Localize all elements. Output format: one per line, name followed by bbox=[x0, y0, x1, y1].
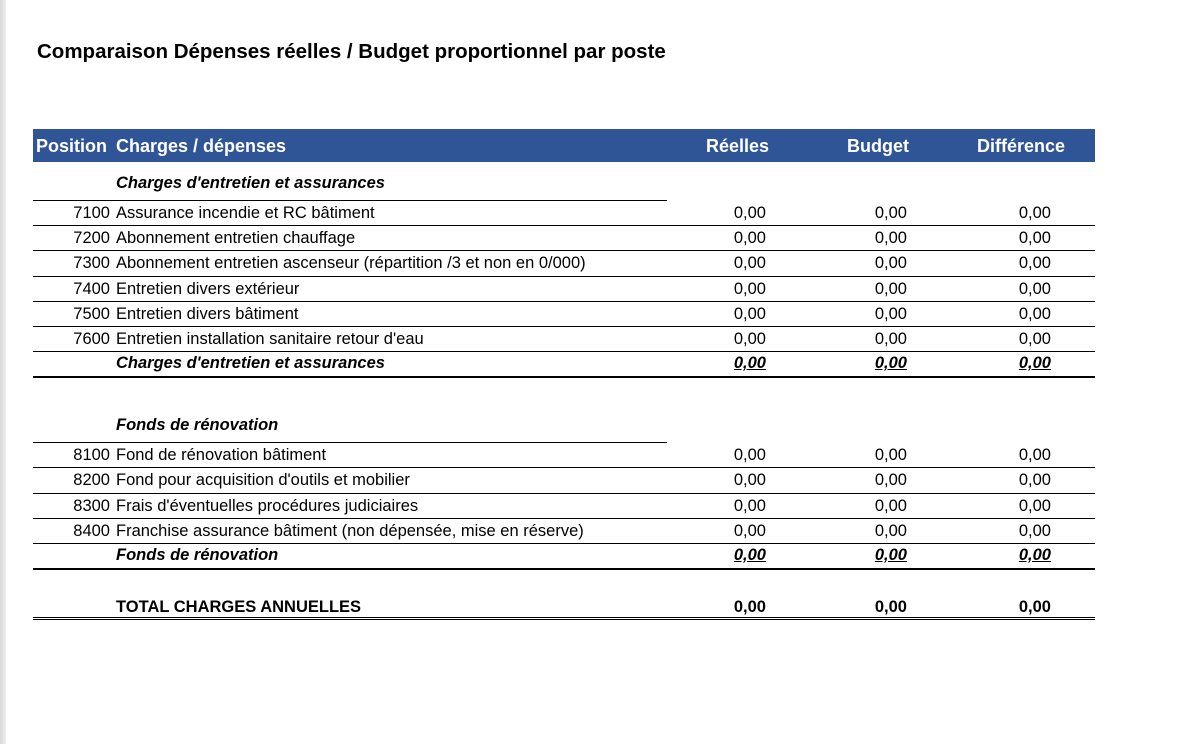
row-code: 7300 bbox=[73, 254, 110, 273]
row-code: 8300 bbox=[73, 496, 110, 515]
row-difference: 0,00 bbox=[1018, 254, 1051, 273]
header-budget: Budget bbox=[847, 136, 909, 156]
row-label: Entretien divers bâtiment bbox=[116, 304, 299, 323]
row-difference: 0,00 bbox=[1018, 521, 1051, 540]
row-reelles: 0,00 bbox=[733, 254, 766, 273]
subtotal-label: Fonds de rénovation bbox=[116, 545, 279, 564]
row-label: Franchise assurance bâtiment (non dépensée, mise en réserve) bbox=[116, 521, 584, 540]
budget-table bbox=[33, 129, 1095, 620]
row-budget: 0,00 bbox=[874, 304, 907, 323]
table-row bbox=[33, 443, 1095, 468]
row-budget: 0,00 bbox=[874, 521, 907, 540]
header-reelles: Réelles bbox=[706, 136, 770, 156]
row-label: Abonnement entretien ascenseur (répartition /3 et non en 0/000) bbox=[116, 254, 586, 273]
table-row bbox=[33, 201, 1095, 226]
subtotal-reelles: 0,00 bbox=[733, 545, 766, 564]
row-reelles: 0,00 bbox=[733, 471, 766, 490]
row-reelles: 0,00 bbox=[733, 496, 766, 515]
row-difference: 0,00 bbox=[1018, 329, 1051, 348]
page-title: Comparaison Dépenses réelles / Budget proportionnel par poste bbox=[37, 40, 666, 63]
total-difference: 0,00 bbox=[1018, 597, 1051, 616]
row-difference: 0,00 bbox=[1018, 471, 1051, 490]
row-reelles: 0,00 bbox=[733, 329, 766, 348]
row-budget: 0,00 bbox=[874, 446, 907, 465]
section-title: Fonds de rénovation bbox=[116, 416, 279, 435]
row-label: Assurance incendie et RC bâtiment bbox=[116, 204, 375, 222]
table-row bbox=[33, 251, 1095, 276]
header-difference: Différence bbox=[977, 136, 1066, 156]
table-row bbox=[33, 468, 1095, 493]
subtotal-budget: 0,00 bbox=[874, 354, 907, 373]
table-row bbox=[33, 226, 1095, 251]
page-edge bbox=[0, 0, 6, 744]
row-label: Fond pour acquisition d'outils et mobilier bbox=[116, 471, 410, 490]
header-charges: Charges / dépenses bbox=[116, 136, 287, 156]
row-reelles: 0,00 bbox=[733, 279, 766, 298]
row-budget: 0,00 bbox=[874, 279, 907, 298]
row-code: 7600 bbox=[73, 329, 110, 348]
subtotal-difference: 0,00 bbox=[1018, 354, 1051, 373]
row-code: 7100 bbox=[73, 204, 110, 222]
subtotal-difference: 0,00 bbox=[1018, 545, 1051, 564]
row-label: Frais d'éventuelles procédures judiciaires bbox=[116, 496, 419, 515]
subtotal-budget: 0,00 bbox=[874, 545, 907, 564]
row-code: 8400 bbox=[73, 521, 110, 540]
total-budget: 0,00 bbox=[874, 597, 907, 616]
row-budget: 0,00 bbox=[874, 329, 907, 348]
subtotal-label: Charges d'entretien et assurances bbox=[116, 354, 385, 373]
row-reelles: 0,00 bbox=[733, 446, 766, 465]
row-budget: 0,00 bbox=[874, 204, 907, 222]
subtotal-row bbox=[33, 544, 1095, 570]
table-row bbox=[33, 327, 1095, 352]
row-reelles: 0,00 bbox=[733, 304, 766, 323]
table-row bbox=[33, 519, 1095, 544]
header-position: Position bbox=[36, 136, 107, 156]
row-code: 8100 bbox=[73, 446, 110, 465]
row-code: 7200 bbox=[73, 229, 110, 248]
row-budget: 0,00 bbox=[874, 229, 907, 248]
total-reelles: 0,00 bbox=[733, 597, 766, 616]
spacer bbox=[33, 570, 1095, 594]
row-difference: 0,00 bbox=[1018, 446, 1051, 465]
section-title: Charges d'entretien et assurances bbox=[116, 174, 385, 192]
row-reelles: 0,00 bbox=[733, 521, 766, 540]
row-budget: 0,00 bbox=[874, 254, 907, 273]
row-budget: 0,00 bbox=[874, 496, 907, 515]
row-label: Entretien divers extérieur bbox=[116, 279, 300, 298]
section-heading bbox=[33, 162, 1095, 201]
row-difference: 0,00 bbox=[1018, 229, 1051, 248]
table-row bbox=[33, 277, 1095, 302]
section-heading bbox=[33, 404, 1095, 443]
row-difference: 0,00 bbox=[1018, 304, 1051, 323]
row-code: 7400 bbox=[73, 279, 110, 298]
row-code: 7500 bbox=[73, 304, 110, 323]
row-label: Fond de rénovation bâtiment bbox=[116, 446, 327, 465]
row-difference: 0,00 bbox=[1018, 496, 1051, 515]
table-header bbox=[33, 129, 1095, 162]
row-difference: 0,00 bbox=[1018, 204, 1051, 222]
row-difference: 0,00 bbox=[1018, 279, 1051, 298]
subtotal-row bbox=[33, 352, 1095, 378]
table-row bbox=[33, 494, 1095, 519]
row-label: Abonnement entretien chauffage bbox=[116, 229, 356, 248]
row-code: 8200 bbox=[73, 471, 110, 490]
spacer bbox=[33, 378, 1095, 404]
total-row bbox=[33, 594, 1095, 620]
total-label: TOTAL CHARGES ANNUELLES bbox=[116, 597, 362, 616]
row-budget: 0,00 bbox=[874, 471, 907, 490]
table-row bbox=[33, 302, 1095, 327]
subtotal-reelles: 0,00 bbox=[733, 354, 766, 373]
row-label: Entretien installation sanitaire retour d'eau bbox=[116, 329, 424, 348]
row-reelles: 0,00 bbox=[733, 204, 766, 222]
row-reelles: 0,00 bbox=[733, 229, 766, 248]
